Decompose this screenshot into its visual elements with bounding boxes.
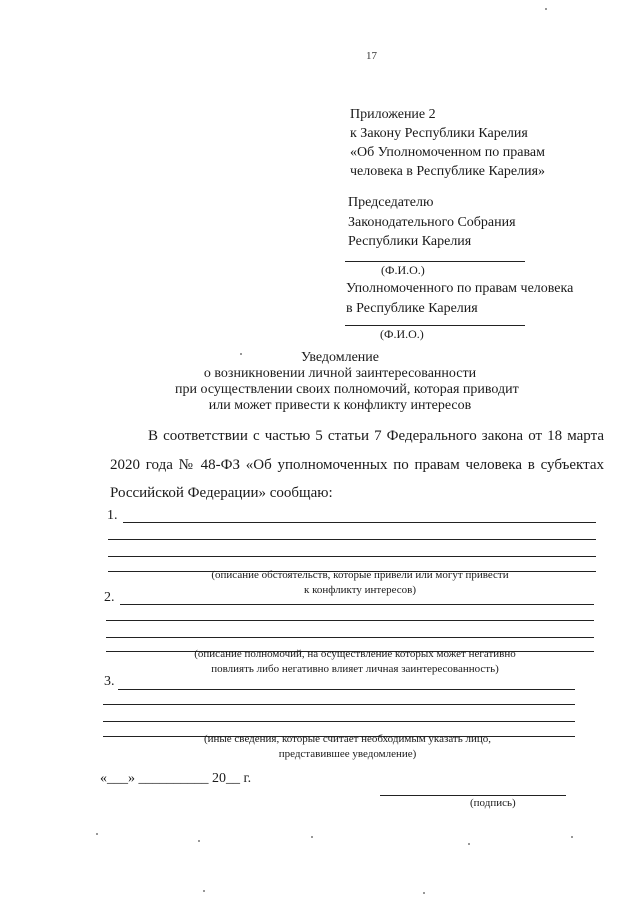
fill-line[interactable] [108, 539, 596, 540]
scan-speck [423, 892, 425, 894]
caption-line: (описание обстоятельств, которые привели или могут привести [211, 569, 509, 581]
title-line: при осуществлении своих полномочий, которая приводит [175, 382, 519, 397]
recipient-line: Председателю [348, 195, 434, 210]
appendix-line: к Закону Республики Карелия [350, 126, 528, 141]
sender-line: в Республике Карелия [346, 300, 478, 316]
appendix-line: Приложение 2 [350, 107, 436, 122]
caption-line: (описание полномочий, на осуществление которых может негативно [194, 648, 516, 660]
sender-fio-line [345, 325, 525, 326]
title-line: о возникновении личной заинтересованности [203, 366, 477, 381]
recipient-fio-caption: (Ф.И.О.) [381, 263, 425, 277]
fill-line[interactable] [118, 689, 575, 690]
fill-line[interactable] [106, 637, 594, 638]
item-number: 1. [107, 508, 118, 523]
sender-fio-caption: (Ф.И.О.) [380, 327, 424, 341]
signature-line[interactable] [380, 795, 566, 796]
signature-caption: (подпись) [470, 797, 516, 809]
fill-line[interactable] [123, 522, 596, 523]
scan-speck [198, 840, 200, 842]
fill-line[interactable] [103, 721, 575, 722]
scan-speck [311, 836, 313, 838]
caption-line: (иные сведения, которые считает необходимым указать лицо, [203, 733, 492, 745]
recipient-line: Республики Карелия [348, 234, 472, 249]
item-caption [135, 647, 575, 677]
fill-line[interactable] [103, 704, 575, 705]
appendix-line: человека в Республике Карелия» [350, 164, 546, 179]
recipient-line: Законодательного Собрания [348, 214, 516, 230]
page-number: 17 [366, 50, 377, 62]
sender-block [346, 279, 573, 318]
document-title [175, 350, 519, 414]
fill-line[interactable] [108, 556, 596, 557]
title-line: или может привести к конфликту интересов [208, 398, 472, 413]
item-number: 3. [104, 674, 115, 689]
scan-speck [571, 836, 573, 838]
caption-line: к конфликту интересов) [304, 584, 416, 596]
body-line: 2020 года № 48-ФЗ «Об уполномоченных по правам человека в субъектах [110, 457, 604, 473]
item-number: 2. [104, 590, 115, 605]
caption-line: представившее уведомление) [278, 748, 417, 760]
recipient-fio-line [345, 261, 525, 262]
item-caption [160, 568, 560, 598]
scan-speck [240, 353, 242, 355]
sender-line: Уполномоченного по правам человека [346, 281, 574, 296]
recipient-block [348, 193, 516, 252]
scan-speck [203, 890, 205, 892]
appendix-block [350, 105, 545, 181]
body-line: Российской Федерации» сообщаю: [110, 485, 333, 501]
scan-speck [545, 8, 547, 10]
fill-line[interactable] [106, 620, 594, 621]
item-caption [140, 732, 555, 762]
body-line: В соответствии с частью 5 статьи 7 Федерального закона от 18 марта [148, 428, 604, 444]
appendix-line: «Об Уполномоченном по правам [350, 145, 545, 160]
scan-speck [96, 833, 98, 835]
fill-line[interactable] [120, 604, 594, 605]
date-field[interactable]: «___» __________ 20__ г. [100, 771, 252, 786]
scan-speck [468, 843, 470, 845]
caption-line: повлиять либо негативно влияет личная заинтересованность) [211, 663, 499, 675]
title-line: Уведомление [300, 350, 379, 365]
